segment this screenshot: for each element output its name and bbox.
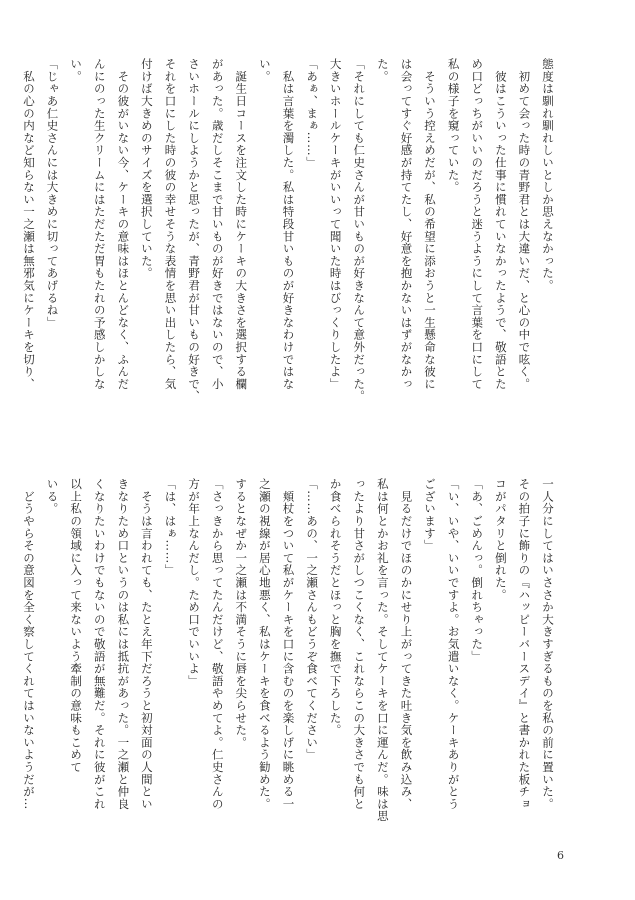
text-line: いる。 <box>45 478 60 515</box>
text-line: コがパタリと倒れた。 <box>493 478 508 601</box>
text-line: 方が年上なんだし。ため口でいいよ」 <box>187 478 202 688</box>
text-line: 初めて会った時の青野君とは大違いだ、と心の中で呟く。 <box>517 58 532 391</box>
text-block-bottom <box>21 478 559 840</box>
text-block-top <box>21 58 559 420</box>
text-line: 之瀬の視線が居心地悪く、私はケーキを食べるよう勧めた。 <box>257 478 272 811</box>
text-line: 私の様子を窺っていた。 <box>446 58 461 194</box>
page-number: 6 <box>557 849 564 862</box>
text-line: それを口にした時の彼の幸せそうな表情を思い出したら、気 <box>163 58 178 391</box>
text-line: た。 <box>375 58 390 83</box>
text-line: い。 <box>69 58 84 83</box>
text-line: は会ってすぐ好感が持てたし、好意を抱かないはずがなかっ <box>399 58 414 391</box>
text-line: め口どっちがいいのだろうと迷うようにして言葉を口にして <box>470 58 485 391</box>
text-line: か食べられそうだとほっと胸を撫で下ろした。 <box>328 478 343 737</box>
text-line: 「い、いや、いいですよ。お気遣いなく。ケーキありがとう <box>446 478 461 811</box>
text-line: 「それにしても仁史さんが甘いものが好きなんて意外だった。 <box>352 58 367 403</box>
text-line: そうは言われても、たとえ年下だろうと初対面の人間とい <box>139 478 154 811</box>
text-line: 見るだけでほのかにせり上がってきた吐き気を飲み込み、 <box>399 478 414 811</box>
text-line: 付けば大きめのサイズを選択していた。 <box>139 58 154 280</box>
text-line: するとなぜか一之瀬は不満そうに唇を尖らせた。 <box>234 478 249 749</box>
text-line: 「さっきから思ってたんだけど、敬語やめてよ。仁史さんの <box>210 478 225 811</box>
text-line: 一人分にしてはいささか大きすぎるものを私の前に置いた。 <box>541 478 555 811</box>
text-line: 態度は馴れ馴れしいとしか思えなかった。 <box>541 58 555 292</box>
text-line: さいホールにしようかと思ったが、青野君が甘いもの好きで、 <box>187 58 202 403</box>
text-line: んにのった生クリームにはただただ胃もたれの予感しかしな <box>92 58 107 391</box>
text-line: 頬杖をついて私がケーキを口に含むのを楽しげに眺める一 <box>281 478 296 811</box>
text-line: 「じゃあ仁史さんには大きめに切ってあげるね」 <box>45 58 60 329</box>
text-line: 「あ、ごめんっ。倒れちゃった」 <box>470 478 485 663</box>
text-line: 大きいホールケーキがいいって聞いた時はびっくりしたよ」 <box>328 58 343 391</box>
text-line: 私は何とかお礼を言った。そしてケーキを口に運んだ。味は思 <box>375 478 390 823</box>
text-line: があった。歳だしそこまで甘いものが好きではないので、小 <box>210 58 225 391</box>
text-line: その拍子に飾りの『ハッピーバースデイ』と書かれた板チョ <box>517 478 532 811</box>
text-line: 私は言葉を濁した。私は特段甘いものが好きなわけではな <box>281 58 296 391</box>
text-line: きなりため口というのは私には抵抗があった。一之瀬と仲良 <box>116 478 131 811</box>
text-line: 「……あの、一之瀬さんもどうぞ食べてください」 <box>305 478 320 761</box>
text-line: ございます」 <box>423 478 438 552</box>
text-line: くなりたいわけでもないので敬語が無難だ。それに彼がこれ <box>92 478 107 811</box>
text-line: 誕生日コースを注文した時にケーキの大きさを選択する欄 <box>234 58 249 391</box>
text-line: 「あぁ、まぁ……」 <box>305 58 320 169</box>
text-line: 以上私の領域に入って来ないよう牽制の意味もこめて <box>69 478 84 774</box>
text-line: どうやらその意図を全く察してくれてはいないようだが… <box>21 478 36 811</box>
text-line: 彼はこういった仕事に慣れていなかったようで、敬語とた <box>493 58 508 391</box>
text-line: そういう控えめだが、私の希望に添おうと一生懸命な彼に <box>423 58 438 391</box>
text-line: い。 <box>257 58 272 83</box>
text-line: ったより甘さがしつこくなく、これならこの大きさでも何と <box>352 478 367 811</box>
text-line: 「は、はぁ……」 <box>163 478 178 577</box>
text-line: 私の心の内など知らない一之瀬は無邪気にケーキを切り、 <box>21 58 36 391</box>
text-line: その彼がいない今、ケーキの意味はほとんどなく、ふんだ <box>116 58 131 391</box>
